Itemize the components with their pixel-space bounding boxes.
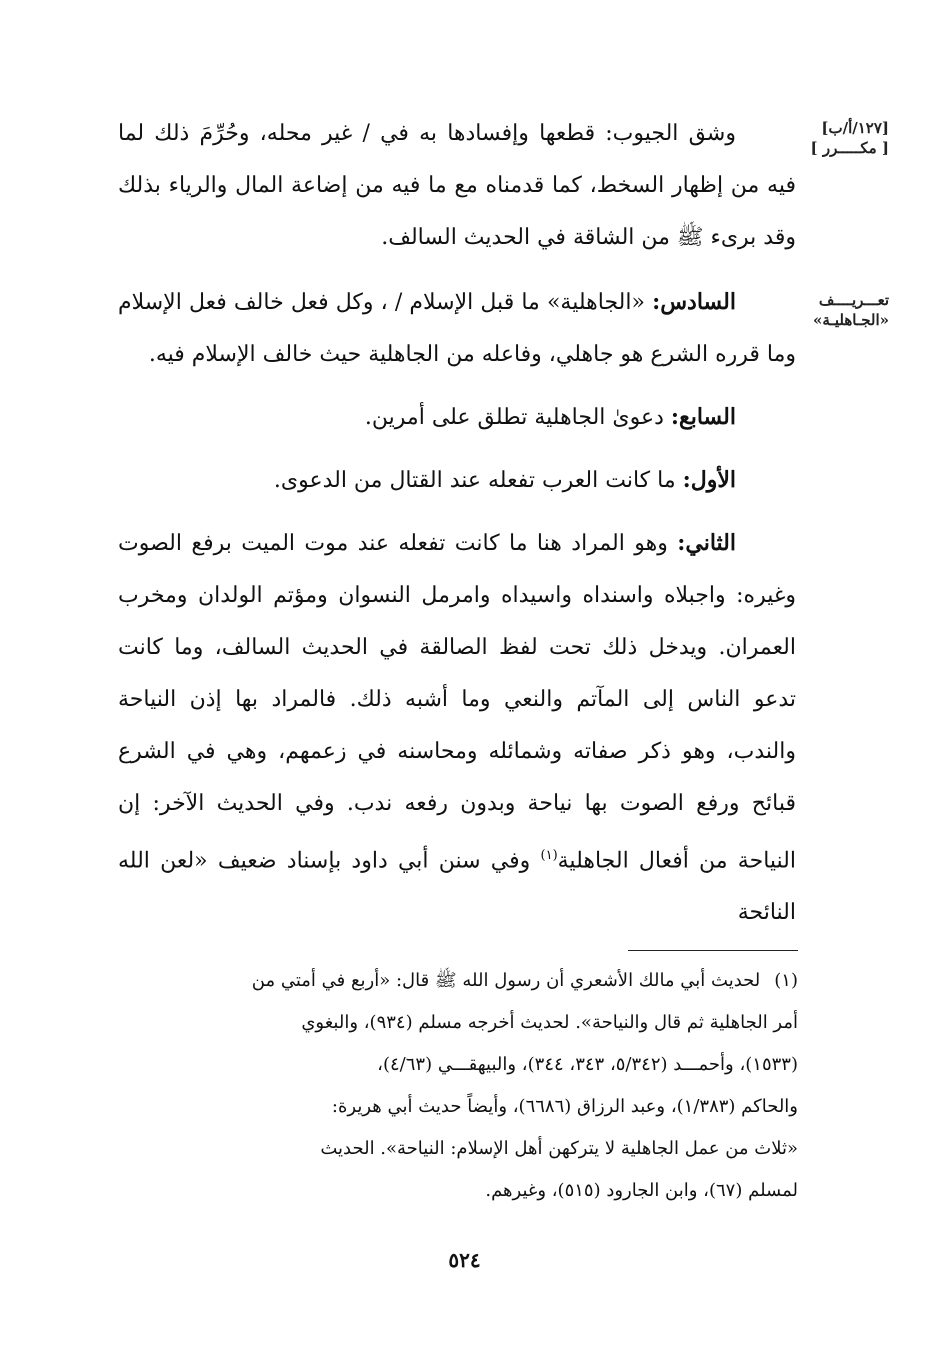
paragraph-text-tail: وفي سنن أبي داود بإسناد ضعيف «لعن الله النائحة: [118, 848, 796, 926]
footnote-line-text: لحديث أبي مالك الأشعري أن رسول الله ﷺ قال: «أربع في أمتي من: [251, 970, 761, 991]
margin-note-line: «الجـاهليـة»: [813, 311, 889, 329]
paragraph-lead: السابع:: [670, 404, 736, 430]
footnote-line: أمر الجاهلية ثم قال والنياحة». لحديث أخرجه مسلم (٩٣٤)، والبغوي: [301, 1012, 798, 1033]
paragraph: [118, 391, 796, 444]
paragraph: [118, 276, 796, 381]
margin-note-line: تعـــريــــف: [818, 291, 889, 309]
footnote-line: (١٥٣٣)، وأحمـــد (٥/٣٤٢، ٣٤٣، ٣٤٤)، والبيهقـــي (٤/٦٣)،: [377, 1054, 798, 1075]
paragraph-text: دعوىٰ الجاهلية تطلق على أمرين.: [364, 405, 671, 430]
footnote-line: لمسلم (٦٧)، وابن الجارود (٥١٥)، وغيرهم.: [485, 1180, 798, 1201]
paragraph-text: وهو المراد هنا ما كانت تفعله عند موت الميت برفع الصوت وغيره: واجبلاه واسنداه واسيداه وامرمل النسوان ومؤتم الولدان ومخرب العمران. ويدخل ذلك تحت لفظ الصالقة في الحديث السالف، وما كانت تدعو الناس إلى المآتم والنعي وما أشبه ذلك. فالمراد بها إذن النياحة والندب، وهو ذكر صفاته وشمائله ومحاسنه في زعمهم، وهي في الشرع قبائح ورفع الصوت بها نياحة وبدون رفعه ندب. وفي الحديث الآخر: إن النياحة من أفعال الجاهلية: [118, 531, 796, 874]
paragraph-text: وشق الجيوب: قطعها وإفسادها به في / غير محله، وحُرِّمَ ذلك لما فيه من إظهار السخط، كما قدمناه مع ما فيه من إضاعة المال والرياء بذلك وقد برىء ﷺ من الشاقة في الحديث السالف.: [118, 121, 796, 250]
footnote-reference[interactable]: (١): [540, 848, 558, 863]
margin-note-line: [١٢٧/أ/ب]: [821, 119, 889, 137]
paragraph: [118, 517, 796, 939]
footnote-separator: [628, 950, 798, 951]
footnote: [118, 960, 798, 1212]
footnote-number: (١): [774, 970, 798, 991]
paragraph: [118, 108, 796, 264]
paragraph: [118, 454, 796, 507]
page-number: ٥٢٤: [448, 1248, 481, 1272]
paragraph-text: «الجاهلية» ما قبل الإسلام / ، وكل فعل خالف فعل الإسلام وما قرره الشرع هو جاهلي، وفاعله من الجاهلية حيث خالف الإسلام فيه.: [118, 290, 796, 367]
footnote-line: [118, 960, 798, 1002]
margin-note-definition: [789, 290, 889, 330]
footnote-line: «ثلاث من عمل الجاهلية لا يتركهن أهل الإسلام: النياحة». الحديث: [320, 1138, 798, 1159]
paragraph-lead: الثاني:: [677, 530, 736, 556]
main-text: [118, 108, 796, 949]
paragraph-text: ما كانت العرب تفعله عند القتال من الدعوى.: [273, 468, 683, 493]
paragraph-lead: الأول:: [682, 467, 736, 493]
paragraph-lead: السادس:: [652, 289, 736, 315]
footnote-line: والحاكم (١/٣٨٣)، وعبد الرزاق (٦٦٨٦)، وأيضاً حديث أبي هريرة:: [331, 1096, 798, 1117]
margin-note-manuscript-ref: [789, 118, 889, 158]
margin-note-line: [ مكـــــرر ]: [810, 139, 889, 157]
